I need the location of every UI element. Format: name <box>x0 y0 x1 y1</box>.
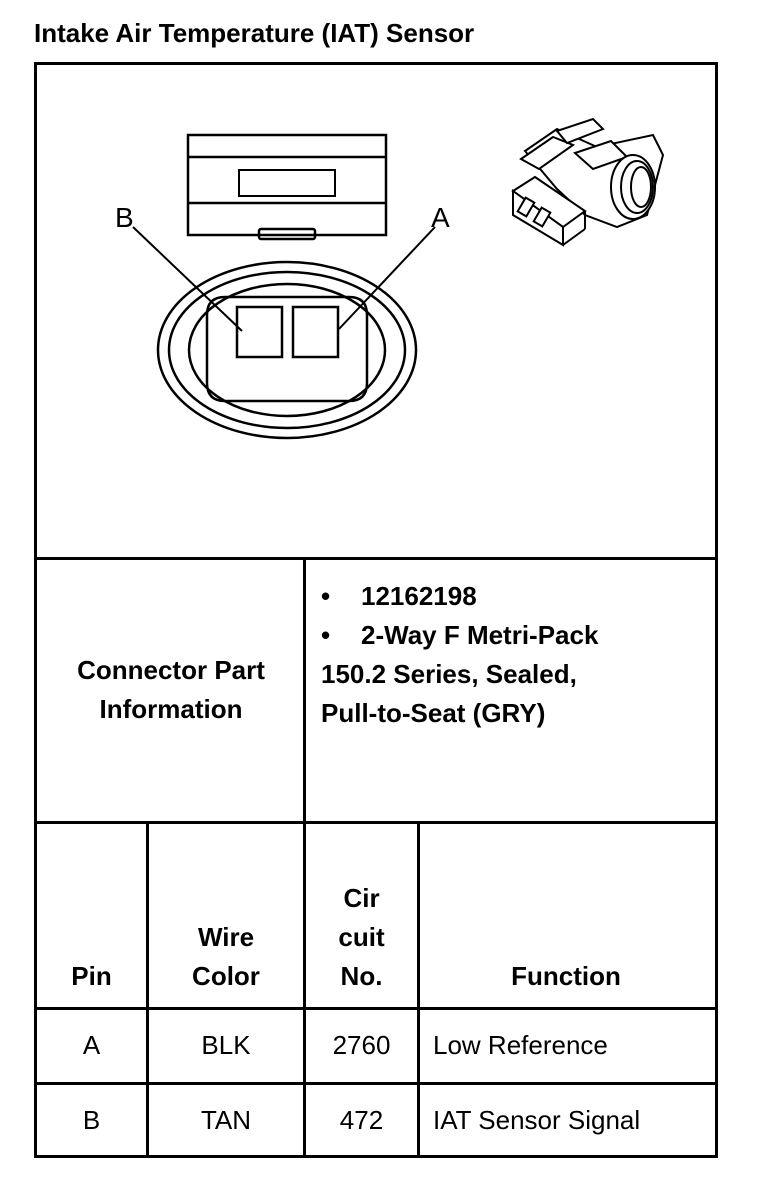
connector-description: 2-Way F Metri-Pack <box>361 620 599 650</box>
row-a-pin: A <box>82 1030 101 1060</box>
divider-info-table <box>37 821 715 824</box>
divider-header-row <box>37 1007 715 1010</box>
connector-part-info-value: • 12162198 • 2-Way F Metri-Pack 150.2 Series, Sealed, Pull-to-Seat (GRY) <box>321 577 598 733</box>
row-a-function: Low Reference <box>433 1030 608 1060</box>
connector-3d-view <box>513 119 663 245</box>
row-a-circuit: 2760 <box>332 1030 391 1060</box>
header-circuit-no: Cir cuit No. <box>338 883 385 991</box>
header-function: Function <box>511 961 621 991</box>
row-b-function: IAT Sensor Signal <box>433 1105 641 1135</box>
connector-diagram <box>37 65 715 559</box>
connector-sheet <box>34 62 718 1158</box>
row-b-pin: B <box>82 1105 101 1135</box>
row-b-circuit: 472 <box>339 1105 384 1135</box>
divider-row-1 <box>37 1082 715 1085</box>
row-a-wire-color: BLK <box>201 1030 251 1060</box>
connector-latch <box>188 135 386 235</box>
row-b-wire-color: TAN <box>200 1105 252 1135</box>
header-pin: Pin <box>71 961 112 991</box>
page-title: Intake Air Temperature (IAT) Sensor <box>34 18 475 48</box>
connector-part-info-label: Connector Part Information <box>77 655 265 724</box>
part-number: 12162198 <box>361 581 477 611</box>
pin-a-label: A <box>431 202 450 233</box>
pin-b-label: B <box>115 202 134 233</box>
header-wire-color: Wire Color <box>192 922 260 991</box>
